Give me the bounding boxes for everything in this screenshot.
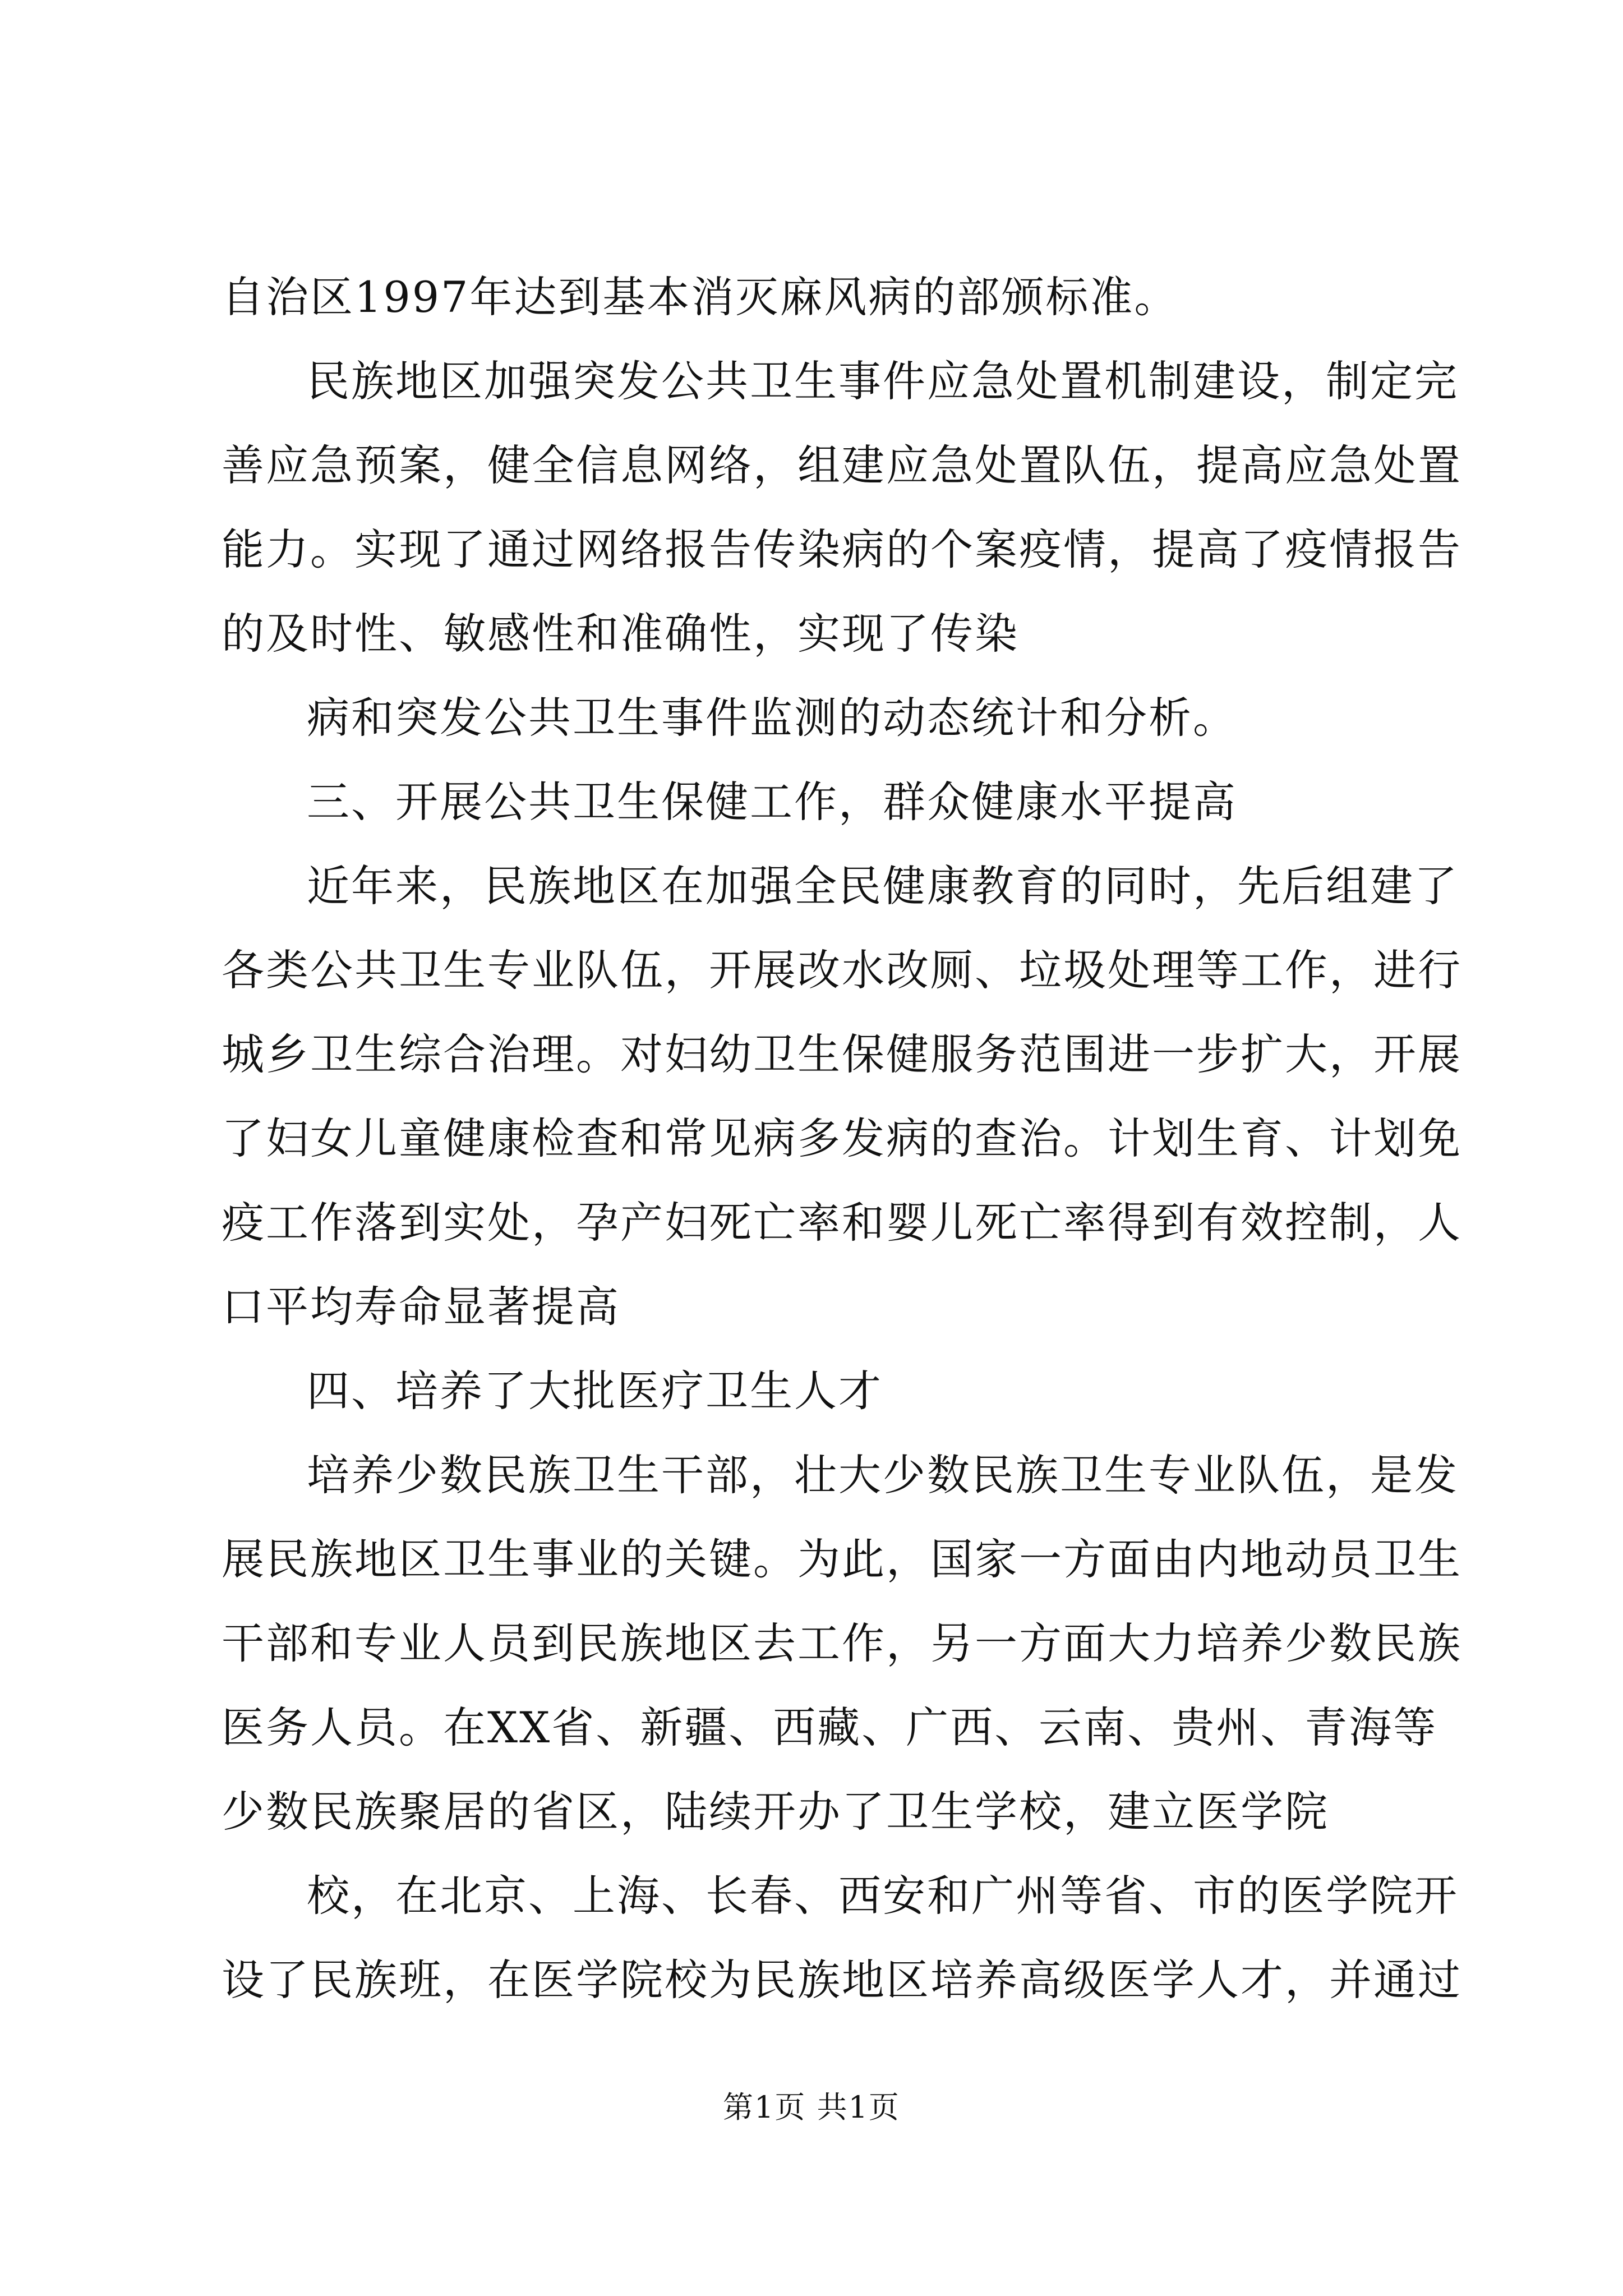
text-line-12: 疫工作落到实处，孕产妇死亡率和婴儿死亡率得到有效控制，人 [222,1198,1462,1248]
text-line-21: 设了民族班，在医学院校为民族地区培养高级医学人才，并通过 [222,1955,1462,2005]
text-line-1: 自治区1997年达到基本消灭麻风病的部颁标准。 [222,272,1179,322]
text-line-6: 病和突发公共卫生事件监测的动态统计和分析。 [307,693,1237,743]
text-line-4: 能力。实现了通过网络报告传染病的个案疫情，提高了疫情报告 [222,524,1462,574]
text-line-5: 的及时性、敏感性和准确性，实现了传染 [222,609,1019,659]
text-line-3: 善应急预案，健全信息网络，组建应急处置队伍，提高应急处置 [222,440,1462,490]
text-line-9: 各类公共卫生专业队伍，开展改水改厕、垃圾处理等工作，进行 [222,945,1462,995]
text-line-17: 干部和专业人员到民族地区去工作，另一方面大力培养少数民族 [222,1618,1462,1668]
section-heading-3: 三、开展公共卫生保健工作，群众健康水平提高 [307,777,1237,827]
section-heading-4: 四、培养了大批医疗卫生人才 [307,1366,883,1416]
text-line-11: 了妇女儿童健康检查和常见病多发病的查治。计划生育、计划免 [222,1114,1462,1163]
text-line-15: 培养少数民族卫生干部，壮大少数民族卫生专业队伍，是发 [307,1450,1459,1500]
text-line-19: 少数民族聚居的省区，陆续开办了卫生学校，建立医学院 [222,1787,1329,1837]
text-line-16: 展民族地区卫生事业的关键。为此，国家一方面由内地动员卫生 [222,1534,1462,1584]
text-line-20: 校，在北京、上海、长春、西安和广州等省、市的医学院开 [307,1871,1459,1921]
text-line-10: 城乡卫生综合治理。对妇幼卫生保健服务范围进一步扩大，开展 [222,1029,1462,1079]
page-footer: 第1页 共1页 [723,2090,900,2125]
text-line-18: 医务人员。在XX省、新疆、西藏、广西、云南、贵州、青海等 [222,1703,1438,1752]
document-body [222,255,1462,2022]
text-line-13: 口平均寿命显著提高 [222,1282,620,1332]
text-line-2: 民族地区加强突发公共卫生事件应急处置机制建设，制定完 [307,356,1459,406]
text-line-8: 近年来，民族地区在加强全民健康教育的同时，先后组建了 [307,861,1459,911]
